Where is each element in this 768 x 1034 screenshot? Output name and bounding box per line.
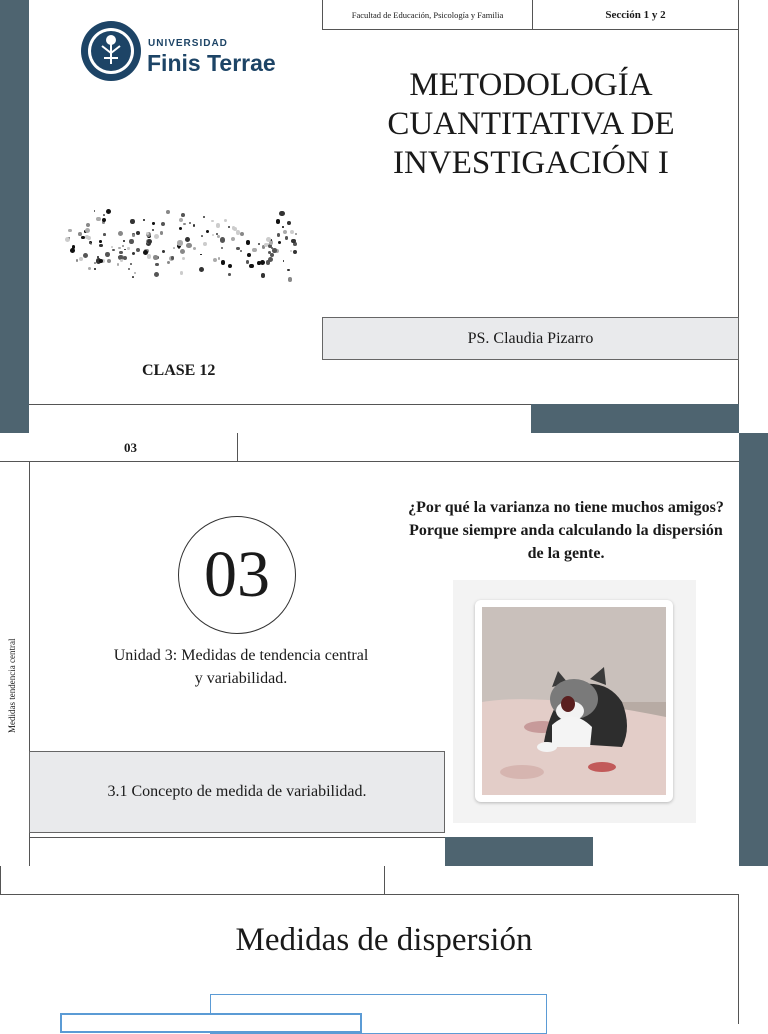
decorative-dot <box>87 236 91 240</box>
slide3-stub-divider <box>384 866 385 895</box>
decorative-dot <box>276 219 280 223</box>
decorative-dot <box>103 233 106 236</box>
decorative-dot <box>291 239 296 244</box>
university-name-small: UNIVERSIDAD <box>148 38 228 49</box>
slide1-title: METODOLOGÍA CUANTITATIVA DE INVESTIGACIÓN I <box>387 67 675 181</box>
decorative-dot <box>213 258 217 262</box>
decorative-dot <box>203 216 205 218</box>
big-number: 03 <box>204 538 270 611</box>
decorative-dot <box>180 249 185 254</box>
right-border-line <box>738 0 739 433</box>
decorative-dot <box>96 217 101 222</box>
decorative-dot <box>79 257 83 261</box>
decorative-dot <box>128 268 130 270</box>
decorative-dot <box>283 260 285 262</box>
decorative-dot <box>203 242 207 246</box>
decorative-dot <box>130 219 134 223</box>
diagram-box-bottom <box>60 1013 362 1033</box>
meme-image-frame <box>453 580 696 823</box>
presenter-box <box>322 317 739 360</box>
slide3-right-line <box>738 894 739 1024</box>
decorative-dot <box>186 243 191 248</box>
decorative-dot <box>252 248 257 253</box>
decorative-dot <box>86 223 90 227</box>
decorative-dot <box>200 254 202 256</box>
topic-box <box>29 751 445 833</box>
decorative-dot <box>240 232 244 236</box>
decorative-dot <box>171 256 174 259</box>
decorative-dot <box>81 236 85 240</box>
decorative-dot <box>246 260 249 263</box>
decorative-dot <box>272 248 277 253</box>
decorative-dot <box>287 269 289 271</box>
decorative-dot <box>76 259 78 261</box>
decorative-dot <box>111 246 113 248</box>
decorative-dot <box>68 229 72 233</box>
class-label: CLASE 12 <box>142 362 216 379</box>
decorative-dot <box>153 255 158 260</box>
decorative-dot <box>240 250 242 252</box>
decorative-dot <box>136 248 140 252</box>
university-seal-icon <box>80 18 142 84</box>
slide3-title: Medidas de dispersión <box>235 922 533 958</box>
decorative-dot <box>282 226 284 228</box>
decorative-dot <box>221 247 223 249</box>
decorative-dot <box>162 250 165 253</box>
decorative-dot <box>94 268 97 271</box>
decorative-dot <box>118 247 120 249</box>
decorative-dot <box>167 261 170 264</box>
decorative-dot <box>107 259 111 263</box>
decorative-dot <box>277 233 281 237</box>
decorative-dot <box>212 234 214 236</box>
decorative-dot <box>231 237 235 241</box>
slide1-bottom-accent <box>531 404 739 433</box>
decorative-dot <box>221 260 226 265</box>
decorative-dot <box>97 256 99 258</box>
decorative-dot <box>193 247 196 250</box>
decorative-dot <box>152 222 154 224</box>
decorative-dot <box>112 249 115 252</box>
decorative-dot <box>180 271 183 274</box>
decorative-dot <box>179 218 183 222</box>
decorative-dot <box>181 213 185 217</box>
header-table <box>322 0 739 30</box>
left-accent-bar <box>0 0 29 433</box>
decorative-dot <box>155 263 159 267</box>
decorative-dot <box>152 229 155 232</box>
decorative-dot <box>257 261 261 265</box>
header-faculty-cell: Facultad de Educación, Psicología y Familia <box>323 0 533 29</box>
decorative-dot <box>117 263 119 265</box>
decorative-dot <box>161 222 165 226</box>
page-number-divider <box>237 433 238 462</box>
decorative-dot <box>134 272 136 274</box>
decorative-dot <box>247 253 251 257</box>
decorative-dot <box>258 243 261 246</box>
decorative-dot <box>123 256 127 260</box>
decorative-dot <box>65 237 70 242</box>
slide2-top-line <box>0 461 740 462</box>
decorative-dot <box>211 220 213 222</box>
slide3-top-line <box>0 894 739 895</box>
decorative-dot <box>199 267 204 272</box>
decorative-dot <box>261 273 266 278</box>
decorative-dot <box>85 228 90 233</box>
unit-text: Unidad 3: Medidas de tendencia central y variabilidad. <box>113 647 369 687</box>
decorative-dot <box>88 267 91 270</box>
decorative-dot <box>173 247 175 249</box>
decorative-dot <box>103 214 105 216</box>
decorative-dot <box>120 259 123 262</box>
decorative-dot <box>201 235 203 237</box>
decorative-dot <box>102 218 106 222</box>
decorative-dot <box>182 257 185 260</box>
presenter-name: PS. Claudia Pizarro <box>467 329 594 347</box>
decorative-dot <box>132 252 135 255</box>
meme-image-card <box>475 600 673 802</box>
decorative-dot <box>279 211 284 216</box>
decorative-dot <box>177 240 182 245</box>
screaming-cat-icon <box>482 607 666 795</box>
decorative-dot <box>132 234 135 237</box>
decorative-dot <box>179 227 182 230</box>
decorative-dot <box>264 243 268 247</box>
slide2-bottom-line <box>29 837 445 838</box>
slide1-bottom-line <box>29 404 531 405</box>
decorative-dot <box>143 219 145 221</box>
slide2-bottom-accent <box>445 837 593 866</box>
university-name-large: Finis Terrae <box>147 50 276 76</box>
decorative-dot <box>127 247 129 249</box>
decorative-dot <box>118 231 123 236</box>
decorative-dot <box>122 245 124 247</box>
decorative-dot <box>136 231 140 235</box>
decorative-dot <box>183 223 185 225</box>
decorative-dot <box>232 226 235 229</box>
decorative-dot <box>123 240 126 243</box>
decorative-dot <box>266 237 271 242</box>
joke-text: ¿Por qué la varianza no tiene muchos amigos? Porque siempre anda calculando la dispersión de la gente. <box>408 499 724 562</box>
header-section-cell: Sección 1 y 2 <box>605 8 666 21</box>
decorative-dot <box>224 219 227 222</box>
decorative-dot <box>78 232 82 236</box>
decorative-dot <box>266 260 271 265</box>
decorative-dot <box>129 239 133 243</box>
topic-text: 3.1 Concepto de medida de variabilidad. <box>107 783 367 800</box>
page-number: 03 <box>124 440 137 455</box>
university-logo <box>80 18 290 88</box>
decorative-dot <box>160 231 163 234</box>
decorative-dot <box>228 226 230 228</box>
decorative-dot <box>278 241 281 244</box>
decorative-dot-cloud <box>65 170 300 320</box>
right-accent-bar <box>739 433 768 866</box>
decorative-dot <box>290 230 294 234</box>
decorative-dot <box>72 245 76 249</box>
decorative-dot <box>295 233 297 235</box>
decorative-dot <box>147 254 152 259</box>
decorative-dot <box>166 210 170 214</box>
decorative-dot <box>206 230 209 233</box>
decorative-dot <box>99 240 102 243</box>
decorative-dot <box>90 244 92 246</box>
decorative-dot <box>193 224 196 227</box>
decorative-dot <box>124 249 126 251</box>
decorative-dot <box>154 272 159 277</box>
decorative-dot <box>285 236 288 239</box>
decorative-dot <box>106 209 111 214</box>
decorative-dot <box>228 273 231 276</box>
decorative-dot <box>130 263 132 265</box>
decorative-dot <box>185 237 190 242</box>
decorative-dot <box>220 237 225 242</box>
side-vertical-label: Medidas tendencia central <box>7 638 17 733</box>
decorative-dot <box>293 250 297 254</box>
decorative-dot <box>154 234 159 239</box>
decorative-dot <box>189 222 191 224</box>
decorative-dot <box>83 253 88 258</box>
decorative-dot <box>218 257 220 259</box>
decorative-dot <box>283 230 287 234</box>
decorative-dot <box>94 210 96 212</box>
decorative-dot <box>246 240 251 245</box>
decorative-dot <box>287 221 291 225</box>
decorative-dot <box>288 277 292 281</box>
decorative-dot <box>89 242 91 244</box>
decorative-dot <box>105 252 110 257</box>
decorative-dot <box>216 223 220 227</box>
slide3-left-stub <box>0 866 1 895</box>
decorative-dot <box>119 251 123 255</box>
decorative-dot <box>99 244 103 248</box>
decorative-dot <box>147 239 152 244</box>
decorative-dot <box>228 264 232 268</box>
number-circle <box>178 516 296 634</box>
decorative-dot <box>132 276 134 278</box>
decorative-dot <box>249 264 253 268</box>
